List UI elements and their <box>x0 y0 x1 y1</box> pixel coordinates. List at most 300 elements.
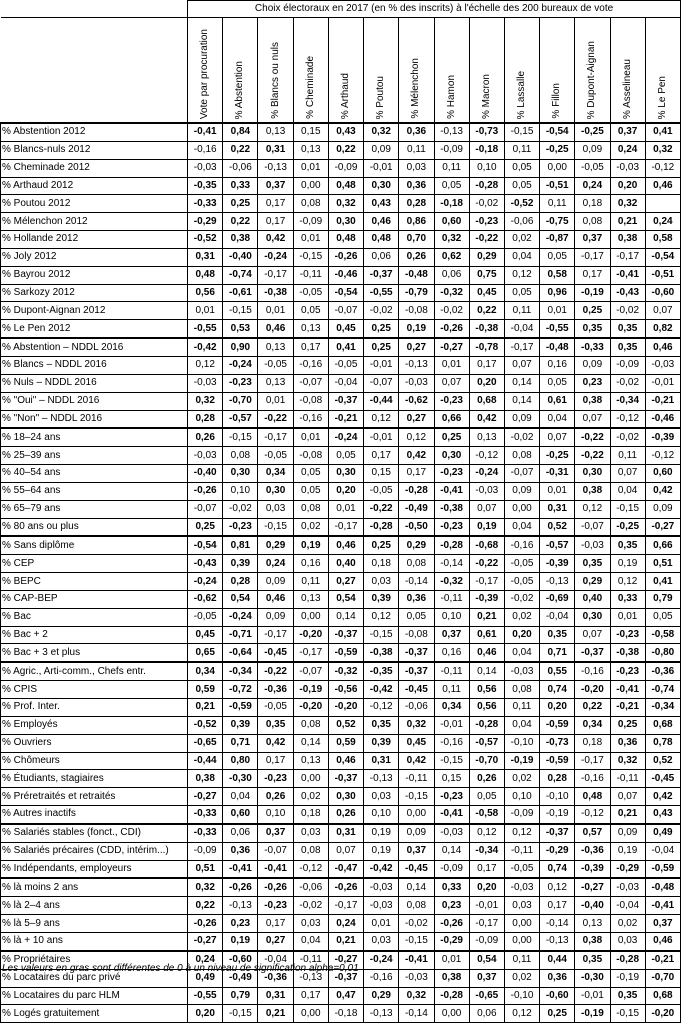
table-cell: 0,74 <box>540 860 575 878</box>
table-cell: -0,19 <box>575 1005 610 1023</box>
column-header <box>223 18 258 124</box>
table-cell: -0,09 <box>328 159 363 177</box>
table-cell: 0,19 <box>610 555 645 573</box>
table-cell: 0,48 <box>575 788 610 806</box>
table-row <box>1 465 681 483</box>
column-header-label: % Asselineau <box>621 58 633 119</box>
table-cell: -0,24 <box>364 951 399 969</box>
table-cell: -0,07 <box>293 662 328 680</box>
table-cell: -0,23 <box>258 770 293 788</box>
table-cell: -0,19 <box>504 752 539 770</box>
column-header-label: % Macron <box>480 73 492 119</box>
table-cell: -0,15 <box>223 428 258 446</box>
table-cell: 0,32 <box>188 392 223 410</box>
row-label: % Propriétaires <box>1 951 188 969</box>
table-cell: -0,73 <box>540 734 575 752</box>
table-cell: -0,03 <box>645 356 680 374</box>
table-cell: 0,10 <box>504 788 539 806</box>
table-cell: 0,25 <box>575 302 610 320</box>
row-label: % Dupont-Aignan 2012 <box>1 302 188 320</box>
table-cell: -0,60 <box>645 284 680 302</box>
table-row <box>1 338 681 356</box>
table-cell: -0,55 <box>188 320 223 338</box>
table-cell: -0,19 <box>293 681 328 699</box>
table-cell: -0,17 <box>469 915 504 933</box>
table-cell: -0,18 <box>434 195 469 213</box>
table-cell: 0,68 <box>645 716 680 734</box>
table-cell: 0,46 <box>645 338 680 356</box>
row-label: % 40–54 ans <box>1 465 188 483</box>
table-cell: -0,57 <box>223 410 258 428</box>
row-label: % Le Pen 2012 <box>1 320 188 338</box>
table-cell: 0,15 <box>364 465 399 483</box>
table-cell: 0,20 <box>610 177 645 195</box>
table-cell: 0,12 <box>504 266 539 284</box>
table-cell: -0,03 <box>188 159 223 177</box>
row-label: % Employés <box>1 716 188 734</box>
row-label: % là + 10 ans <box>1 932 188 950</box>
table-cell: 0,03 <box>504 897 539 915</box>
table-cell: -0,34 <box>645 699 680 717</box>
table-cell: -0,02 <box>223 500 258 518</box>
table-cell: 0,25 <box>364 338 399 356</box>
table-cell: 0,33 <box>610 590 645 608</box>
table-cell: -0,03 <box>434 824 469 842</box>
table-cell: -0,14 <box>540 915 575 933</box>
table-cell: 0,31 <box>188 248 223 266</box>
table-cell: 0,61 <box>540 392 575 410</box>
table-cell: -0,01 <box>364 159 399 177</box>
row-label: % CAP-BEP <box>1 590 188 608</box>
table-row <box>1 374 681 392</box>
table-cell: 0,02 <box>504 608 539 626</box>
row-label: % Bayrou 2012 <box>1 266 188 284</box>
table-cell: 0,04 <box>504 716 539 734</box>
table-cell: 0,56 <box>469 699 504 717</box>
table-cell: 0,31 <box>540 500 575 518</box>
table-cell: 0,13 <box>469 428 504 446</box>
column-header <box>293 18 328 124</box>
table-cell: -0,37 <box>328 770 363 788</box>
table-cell: -0,25 <box>575 123 610 141</box>
table-cell: -0,05 <box>258 356 293 374</box>
table-cell: 0,32 <box>434 231 469 249</box>
table-cell: 0,15 <box>434 770 469 788</box>
table-cell: -0,20 <box>575 681 610 699</box>
table-cell: 0,10 <box>258 806 293 824</box>
table-row <box>1 590 681 608</box>
table-cell: 0,04 <box>540 410 575 428</box>
table-cell: 0,14 <box>504 374 539 392</box>
table-cell: 0,17 <box>258 915 293 933</box>
column-header-label: Vote par procuration <box>199 28 211 119</box>
table-cell: -0,60 <box>540 987 575 1005</box>
table-cell: 0,18 <box>293 806 328 824</box>
table-cell: -0,17 <box>575 752 610 770</box>
table-cell: 0,60 <box>434 213 469 231</box>
table-cell: 0,04 <box>293 932 328 950</box>
table-cell: 0,05 <box>293 302 328 320</box>
column-header <box>364 18 399 124</box>
table-cell: 0,34 <box>188 662 223 680</box>
table-cell: 0,39 <box>364 590 399 608</box>
table-row <box>1 141 681 159</box>
table-cell: 0,19 <box>364 824 399 842</box>
table-cell: -0,57 <box>469 734 504 752</box>
table-row <box>1 987 681 1005</box>
row-label: % 55–64 ans <box>1 482 188 500</box>
table-cell: 0,90 <box>223 338 258 356</box>
table-cell: 0,03 <box>293 915 328 933</box>
table-cell: -0,18 <box>328 1005 363 1023</box>
table-cell: -0,03 <box>399 374 434 392</box>
table-cell: -0,26 <box>188 482 223 500</box>
table-row <box>1 662 681 680</box>
row-label: % là 2–4 ans <box>1 897 188 915</box>
table-cell: 0,49 <box>188 969 223 987</box>
table-cell: -0,34 <box>469 842 504 860</box>
table-cell: -0,26 <box>434 915 469 933</box>
table-cell: -0,23 <box>434 392 469 410</box>
table-cell: 0,07 <box>540 428 575 446</box>
table-cell: -0,04 <box>645 842 680 860</box>
table-cell: 0,35 <box>575 320 610 338</box>
table-cell: 0,43 <box>364 195 399 213</box>
table-cell: 0,38 <box>610 231 645 249</box>
table-cell: -0,07 <box>575 518 610 536</box>
table-cell: 0,07 <box>328 842 363 860</box>
table-cell: 0,13 <box>258 123 293 141</box>
table-cell: 0,17 <box>399 465 434 483</box>
table-cell: -0,26 <box>188 915 223 933</box>
table-cell: -0,45 <box>258 644 293 662</box>
table-cell: -0,72 <box>223 681 258 699</box>
row-label: % là moins 2 ans <box>1 878 188 896</box>
table-cell: -0,16 <box>188 141 223 159</box>
table-cell: 0,30 <box>575 608 610 626</box>
table-cell: 0,38 <box>575 932 610 950</box>
table-cell: 0,12 <box>188 356 223 374</box>
table-cell: -0,75 <box>540 213 575 231</box>
table-cell: -0,37 <box>364 266 399 284</box>
table-cell: 0,58 <box>540 266 575 284</box>
table-cell: 0,07 <box>434 374 469 392</box>
row-label: % 65–79 ans <box>1 500 188 518</box>
table-cell: -0,09 <box>434 860 469 878</box>
table-cell: -0,09 <box>188 842 223 860</box>
table-cell: 0,79 <box>645 590 680 608</box>
table-cell: -0,22 <box>258 410 293 428</box>
table-cell: -0,10 <box>540 788 575 806</box>
table-cell: 0,08 <box>399 555 434 573</box>
table-cell: 0,29 <box>258 536 293 554</box>
table-cell: 0,00 <box>504 932 539 950</box>
table-cell: -0,22 <box>364 500 399 518</box>
table-body <box>1 123 681 1023</box>
table-cell: 0,38 <box>575 482 610 500</box>
row-label: % Nuls – NDDL 2016 <box>1 374 188 392</box>
table-cell: -0,01 <box>575 987 610 1005</box>
table-cell: -0,27 <box>575 878 610 896</box>
table-cell: 0,01 <box>328 500 363 518</box>
table-cell: -0,29 <box>434 932 469 950</box>
table-cell: -0,24 <box>469 465 504 483</box>
table-cell: 0,11 <box>504 141 539 159</box>
table-cell: 0,12 <box>504 824 539 842</box>
table-cell: 0,42 <box>469 410 504 428</box>
table-cell: 0,42 <box>645 482 680 500</box>
column-header-label: % Le Pen <box>656 75 668 119</box>
table-cell: -0,11 <box>293 951 328 969</box>
table-cell: 0,81 <box>223 536 258 554</box>
table-cell: 0,01 <box>293 428 328 446</box>
table-cell: 0,23 <box>434 897 469 915</box>
table-row <box>1 177 681 195</box>
table-cell: -0,12 <box>364 699 399 717</box>
table-cell: -0,07 <box>328 302 363 320</box>
table-row <box>1 302 681 320</box>
table-cell: -0,41 <box>610 266 645 284</box>
table-cell: 0,84 <box>223 123 258 141</box>
table-cell: -0,59 <box>645 860 680 878</box>
table-cell: -0,24 <box>223 356 258 374</box>
table-cell: 0,86 <box>399 213 434 231</box>
column-header-label: % Fillon <box>551 83 563 119</box>
table-row <box>1 447 681 465</box>
table-cell: -0,47 <box>328 860 363 878</box>
table-row <box>1 608 681 626</box>
table-cell: 0,04 <box>610 482 645 500</box>
table-cell: 0,22 <box>575 699 610 717</box>
table-cell: -0,16 <box>293 356 328 374</box>
table-row <box>1 915 681 933</box>
table-cell: 0,12 <box>575 500 610 518</box>
table-cell: 0,11 <box>434 159 469 177</box>
table-cell: 0,37 <box>575 231 610 249</box>
row-label: % Blancs-nuls 2012 <box>1 141 188 159</box>
table-cell: -0,54 <box>328 284 363 302</box>
table-cell: -0,45 <box>645 770 680 788</box>
table-cell: 0,03 <box>258 500 293 518</box>
table-cell: -0,37 <box>575 644 610 662</box>
row-label: % Poutou 2012 <box>1 195 188 213</box>
table-cell: -0,71 <box>223 626 258 644</box>
table-cell: -0,15 <box>293 248 328 266</box>
table-cell: -0,11 <box>504 842 539 860</box>
table-cell: -0,40 <box>575 897 610 915</box>
table-cell: -0,06 <box>399 699 434 717</box>
table-row <box>1 860 681 878</box>
table-cell: 0,08 <box>293 716 328 734</box>
table-cell: 0,37 <box>399 842 434 860</box>
table-cell: 0,05 <box>645 608 680 626</box>
table-cell: -0,28 <box>469 716 504 734</box>
table-cell: -0,25 <box>540 447 575 465</box>
row-label: % Sans diplôme <box>1 536 188 554</box>
table-cell: 0,27 <box>399 410 434 428</box>
table-cell: 0,56 <box>188 284 223 302</box>
row-label: % Locataires du parc HLM <box>1 987 188 1005</box>
column-header <box>399 18 434 124</box>
table-cell: 0,01 <box>434 951 469 969</box>
table-row <box>1 644 681 662</box>
table-cell: 0,36 <box>223 842 258 860</box>
table-cell: -0,22 <box>258 662 293 680</box>
table-cell: 0,07 <box>575 410 610 428</box>
table-cell: -0,07 <box>504 465 539 483</box>
table-cell: -0,39 <box>575 860 610 878</box>
table-cell: -0,36 <box>258 969 293 987</box>
table-cell: -0,65 <box>469 987 504 1005</box>
table-cell: -0,64 <box>223 644 258 662</box>
row-label: % Logés gratuitement <box>1 1005 188 1023</box>
table-cell: 0,17 <box>293 338 328 356</box>
table-cell: -0,02 <box>504 590 539 608</box>
table-cell: 0,57 <box>575 824 610 842</box>
table-cell: 0,16 <box>540 356 575 374</box>
table-cell: 0,09 <box>399 824 434 842</box>
table-cell: 0,31 <box>258 141 293 159</box>
table-cell: 0,05 <box>293 465 328 483</box>
table-cell: -0,02 <box>610 428 645 446</box>
table-cell: -0,26 <box>434 320 469 338</box>
table-row <box>1 500 681 518</box>
table-cell: -0,23 <box>434 788 469 806</box>
table-cell: -0,17 <box>293 644 328 662</box>
table-row <box>1 482 681 500</box>
table-cell: 0,25 <box>610 716 645 734</box>
table-cell: 0,08 <box>293 500 328 518</box>
table-cell: 0,00 <box>434 1005 469 1023</box>
table-cell: 0,60 <box>645 465 680 483</box>
table-cell: -0,20 <box>645 1005 680 1023</box>
table-cell: -0,03 <box>399 969 434 987</box>
table-cell: 0,06 <box>223 824 258 842</box>
row-label: % BEPC <box>1 573 188 591</box>
table-cell: -0,44 <box>188 752 223 770</box>
row-label: % Cheminade 2012 <box>1 159 188 177</box>
table-cell: 0,07 <box>504 356 539 374</box>
table-cell: -0,03 <box>504 662 539 680</box>
table-cell: 0,54 <box>223 590 258 608</box>
table-cell: -0,41 <box>645 897 680 915</box>
table-cell: -0,12 <box>469 447 504 465</box>
table-cell: -0,69 <box>540 590 575 608</box>
table-cell: -0,15 <box>223 302 258 320</box>
table-cell: 0,19 <box>399 320 434 338</box>
table-row <box>1 716 681 734</box>
table-cell: 0,78 <box>645 734 680 752</box>
table-cell: -0,11 <box>610 770 645 788</box>
table-cell: -0,02 <box>293 897 328 915</box>
table-cell: -0,15 <box>504 123 539 141</box>
table-cell: 0,18 <box>575 195 610 213</box>
table-cell: 0,21 <box>188 699 223 717</box>
table-cell: 0,30 <box>258 482 293 500</box>
table-cell: -0,21 <box>610 699 645 717</box>
table-cell: -0,38 <box>364 644 399 662</box>
row-label: % CPIS <box>1 681 188 699</box>
table-cell: -0,52 <box>188 716 223 734</box>
table-cell: 0,18 <box>575 734 610 752</box>
table-cell: 0,12 <box>469 824 504 842</box>
table-cell: 0,48 <box>328 231 363 249</box>
table-cell: -0,13 <box>364 770 399 788</box>
table-cell: -0,42 <box>364 860 399 878</box>
table-cell: -0,03 <box>364 897 399 915</box>
table-cell: 0,52 <box>540 518 575 536</box>
table-cell: -0,15 <box>364 626 399 644</box>
table-cell: 0,12 <box>504 1005 539 1023</box>
table-cell: -0,08 <box>293 392 328 410</box>
table-cell: -0,20 <box>328 699 363 717</box>
table-cell: -0,37 <box>399 644 434 662</box>
row-label: % Indépendants, employeurs <box>1 860 188 878</box>
table-cell: 0,26 <box>399 248 434 266</box>
table-cell: -0,32 <box>328 662 363 680</box>
table-cell: -0,40 <box>188 465 223 483</box>
table-cell: 0,01 <box>293 159 328 177</box>
table-cell: -0,12 <box>645 447 680 465</box>
table-cell: 0,31 <box>364 752 399 770</box>
table-cell: -0,87 <box>540 231 575 249</box>
column-header-label: % Mélenchon <box>410 58 422 119</box>
table-cell: -0,13 <box>434 123 469 141</box>
table-cell: -0,45 <box>399 681 434 699</box>
table-cell: -0,06 <box>223 159 258 177</box>
row-label: % Bac + 3 et plus <box>1 644 188 662</box>
table-cell: 0,11 <box>293 573 328 591</box>
table-cell: 0,09 <box>575 141 610 159</box>
table-cell: 0,25 <box>188 518 223 536</box>
table-cell: -0,19 <box>540 806 575 824</box>
table-cell: -0,15 <box>399 788 434 806</box>
table-cell: 0,03 <box>293 824 328 842</box>
row-label: % Prof. Inter. <box>1 699 188 717</box>
table-cell: 0,37 <box>610 123 645 141</box>
table-cell: 0,34 <box>575 716 610 734</box>
table-cell: -0,17 <box>328 897 363 915</box>
table-cell: -0,13 <box>399 356 434 374</box>
table-cell: 0,11 <box>504 699 539 717</box>
table-cell: 0,35 <box>258 716 293 734</box>
table-row <box>1 159 681 177</box>
table-cell: 0,05 <box>504 177 539 195</box>
table-cell: 0,21 <box>469 608 504 626</box>
table-cell: -0,39 <box>540 555 575 573</box>
row-label: % Autres inactifs <box>1 806 188 824</box>
table-row <box>1 699 681 717</box>
table-cell: 0,12 <box>610 573 645 591</box>
table-cell: 0,52 <box>328 716 363 734</box>
row-label: % Chômeurs <box>1 752 188 770</box>
table-cell: -0,54 <box>645 248 680 266</box>
table-row <box>1 123 681 141</box>
table-cell: 0,25 <box>364 320 399 338</box>
table-cell: 0,46 <box>258 590 293 608</box>
table-cell: 0,21 <box>328 932 363 950</box>
table-cell: -0,17 <box>610 248 645 266</box>
table-cell: 0,11 <box>610 447 645 465</box>
table-cell: 0,27 <box>258 932 293 950</box>
table-cell: 0,13 <box>293 320 328 338</box>
table-cell: 0,65 <box>188 644 223 662</box>
column-header <box>540 18 575 124</box>
table-cell: 0,17 <box>258 195 293 213</box>
table-row <box>1 518 681 536</box>
table-cell: -0,13 <box>540 573 575 591</box>
table-cell: 0,46 <box>258 320 293 338</box>
